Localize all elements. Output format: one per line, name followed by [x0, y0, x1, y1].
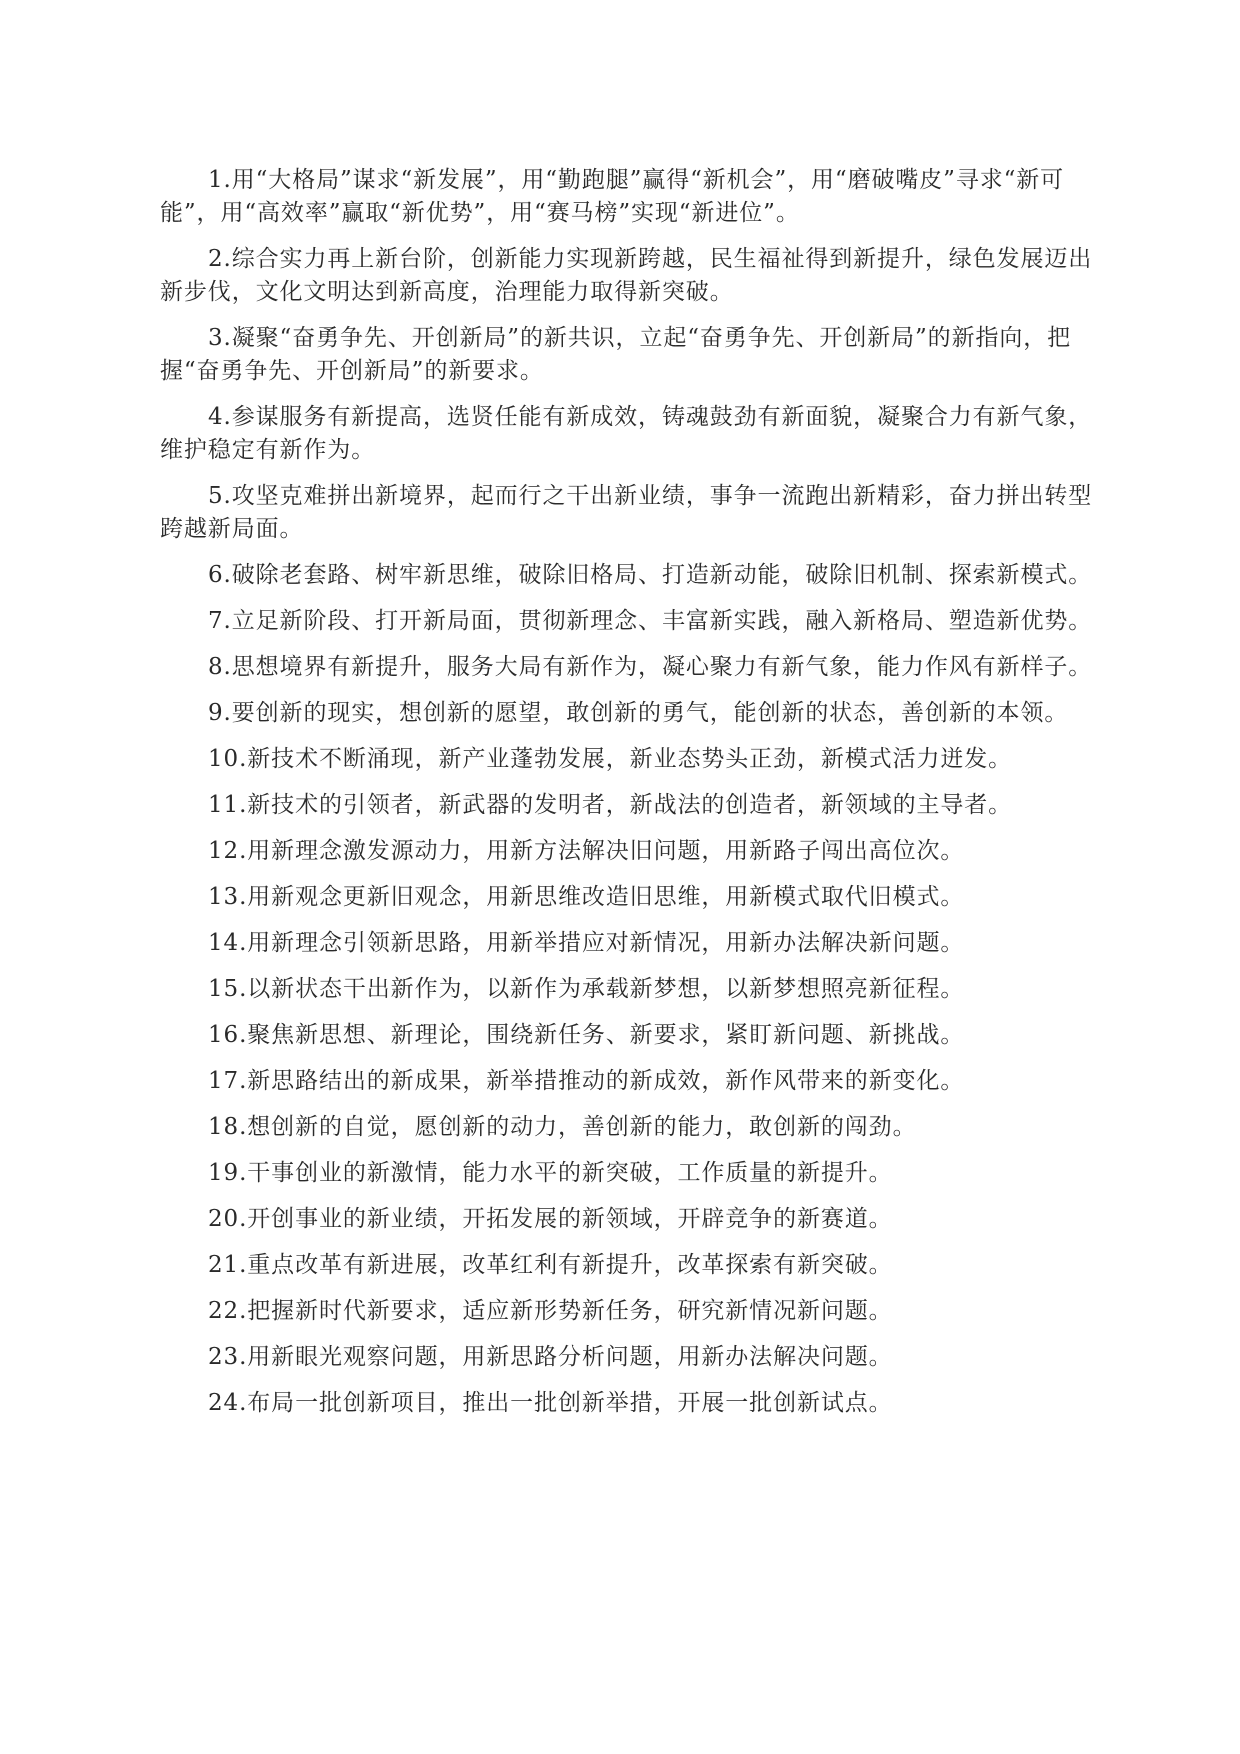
- paragraph-11: 11.新技术的引领者，新武器的发明者，新战法的创造者，新领域的主导者。: [208, 792, 1013, 818]
- paragraph-10: 10.新技术不断涌现，新产业蓬勃发展，新业态势头正劲，新模式活力迸发。: [208, 746, 1013, 772]
- paragraph-19: 19.干事创业的新激情，能力水平的新突破，工作质量的新提升。: [208, 1160, 893, 1186]
- paragraph-4: 4.参谋服务有新提高，选贤任能有新成效，铸魂鼓劲有新面貌，凝聚合力有新气象，维护稳定有新作为。: [160, 404, 1093, 463]
- paragraph-20: 20.开创事业的新业绩，开拓发展的新领域，开辟竞争的新赛道。: [208, 1206, 893, 1232]
- paragraph-9: 9.要创新的现实，想创新的愿望，敢创新的勇气，能创新的状态，善创新的本领。: [208, 700, 1069, 726]
- paragraph-8: 8.思想境界有新提升，服务大局有新作为，凝心聚力有新气象，能力作风有新样子。: [208, 654, 1093, 680]
- paragraph-5: 5.攻坚克难拼出新境界，起而行之干出新业绩，事争一流跑出新精彩，奋力拼出转型跨越新局面。: [160, 483, 1093, 542]
- document-body: [160, 164, 1100, 1433]
- paragraph-15: 15.以新状态干出新作为，以新作为承载新梦想，以新梦想照亮新征程。: [208, 976, 965, 1002]
- paragraph-13: 13.用新观念更新旧观念，用新思维改造旧思维，用新模式取代旧模式。: [208, 884, 965, 910]
- paragraph-23: 23.用新眼光观察问题，用新思路分析问题，用新办法解决问题。: [208, 1344, 893, 1370]
- paragraph-18: 18.想创新的自觉，愿创新的动力，善创新的能力，敢创新的闯劲。: [208, 1114, 917, 1140]
- paragraph-14: 14.用新理念引领新思路，用新举措应对新情况，用新办法解决新问题。: [208, 930, 965, 956]
- paragraph-2: 2.综合实力再上新台阶，创新能力实现新跨越，民生福祉得到新提升，绿色发展迈出新步伐，文化文明达到新高度，治理能力取得新突破。: [160, 246, 1093, 305]
- paragraph-24: 24.布局一批创新项目，推出一批创新举措，开展一批创新试点。: [208, 1390, 893, 1416]
- paragraph-22: 22.把握新时代新要求，适应新形势新任务，研究新情况新问题。: [208, 1298, 893, 1324]
- paragraph-1: 1.用“大格局”谋求“新发展”，用“勤跑腿”赢得“新机会”，用“磨破嘴皮”寻求“新可能”，用“高效率”赢取“新优势”，用“赛马榜”实现“新进位”。: [160, 167, 1065, 226]
- paragraph-12: 12.用新理念激发源动力，用新方法解决旧问题，用新路子闯出高位次。: [208, 838, 965, 864]
- paragraph-17: 17.新思路结出的新成果，新举措推动的新成效，新作风带来的新变化。: [208, 1068, 965, 1094]
- paragraph-3: 3.凝聚“奋勇争先、开创新局”的新共识，立起“奋勇争先、开创新局”的新指向，把握“奋勇争先、开创新局”的新要求。: [160, 325, 1072, 384]
- paragraph-16: 16.聚焦新思想、新理论，围绕新任务、新要求，紧盯新问题、新挑战。: [208, 1022, 965, 1048]
- paragraph-7: 7.立足新阶段、打开新局面，贯彻新理念、丰富新实践，融入新格局、塑造新优势。: [208, 608, 1093, 634]
- paragraph-21: 21.重点改革有新进展，改革红利有新提升，改革探索有新突破。: [208, 1252, 893, 1278]
- paragraph-6: 6.破除老套路、树牢新思维，破除旧格局、打造新动能，破除旧机制、探索新模式。: [208, 562, 1093, 588]
